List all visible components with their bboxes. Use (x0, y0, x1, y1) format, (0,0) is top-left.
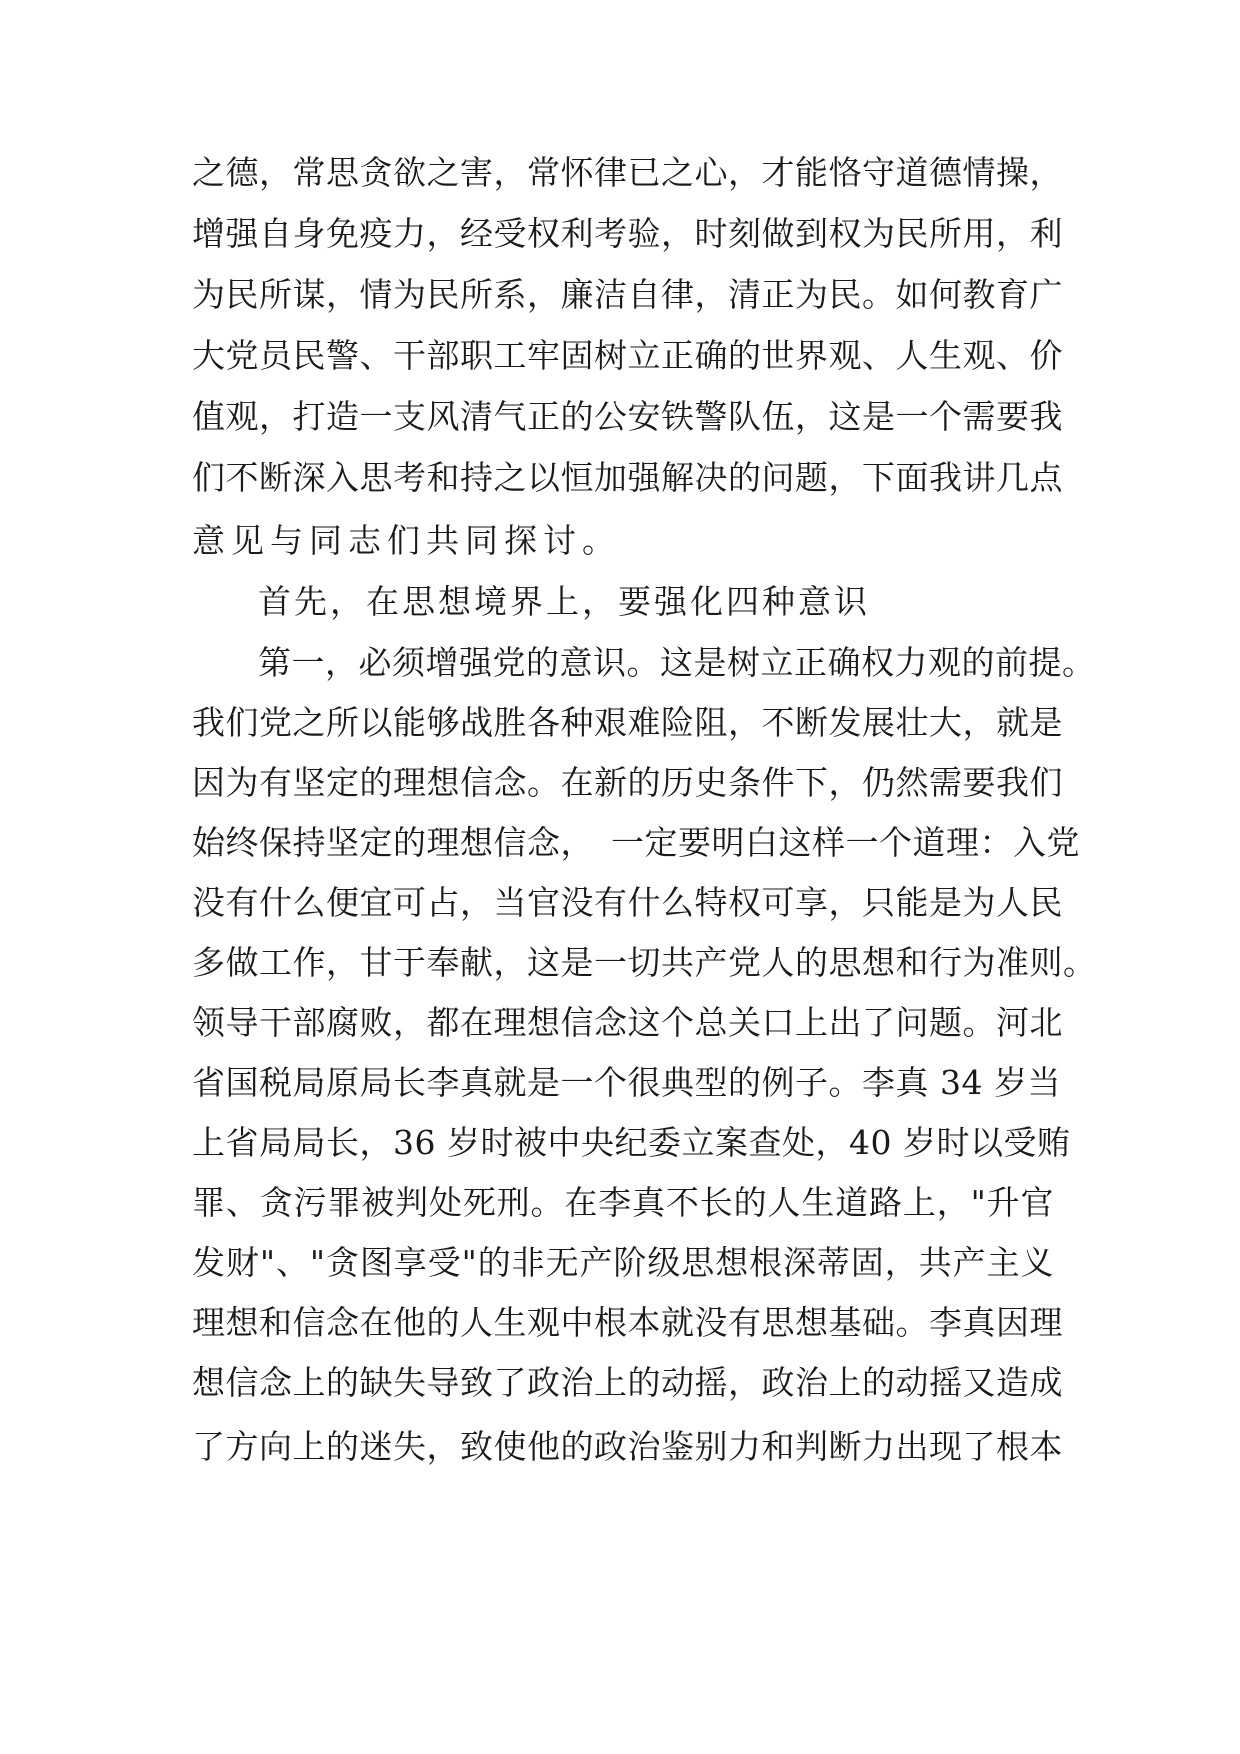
text-line: 意见与同志们共同探讨。 (192, 521, 621, 560)
text-line: 大党员民警、干部职工牢固树立正确的世界观、人生观、价 (192, 336, 1063, 375)
text-line: 为民所谋，情为民所系，廉洁自律，清正为民。如何教育广 (192, 275, 1063, 314)
section-heading: 首先，在思想境界上，要强化四种意识 (258, 582, 870, 621)
text-line: 没有什么便宜可占，当官没有什么特权可享，只能是为人民 (192, 883, 1063, 922)
text-line: 因为有坚定的理想信念。在新的历史条件下，仍然需要我们 (192, 763, 1063, 802)
text-line: 上省局局长，36 岁时被中央纪委立案查处，40 岁时以受贿 (192, 1123, 1071, 1162)
text-line: 们不断深入思考和持之以恒加强解决的问题，下面我讲几点 (192, 458, 1063, 497)
text-line: 罪、贪污罪被判处死刑。在李真不长的人生道路上，"升官 (192, 1183, 1054, 1222)
text-line: 发财"、"贪图享受"的非无产阶级思想根深蒂固，共产主义 (192, 1243, 1054, 1282)
text-line: 增强自身免疫力，经受权利考验，时刻做到权为民所用，利 (192, 214, 1063, 253)
text-line: 多做工作，甘于奉献，这是一切共产党人的思想和行为准则。 (192, 943, 1097, 982)
text-line: 理想和信念在他的人生观中根本就没有思想基础。李真因理 (192, 1303, 1063, 1342)
text-line: 始终保持坚定的理想信念， 一定要明白这样一个道理：入党 (192, 823, 1080, 862)
paragraph-first-line: 第一，必须增强党的意识。这是树立正确权力观的前提。 (258, 643, 1096, 682)
text-line: 想信念上的缺失导致了政治上的动摇，政治上的动摇又造成 (192, 1363, 1063, 1402)
text-line: 了方向上的迷失，致使他的政治鉴别力和判断力出现了根本 (192, 1427, 1063, 1466)
text-line: 我们党之所以能够战胜各种艰难险阻，不断发展壮大，就是 (192, 703, 1063, 742)
text-line: 领导干部腐败，都在理想信念这个总关口上出了问题。河北 (192, 1003, 1063, 1042)
text-line: 之德，常思贪欲之害，常怀律已之心，才能恪守道德情操， (192, 153, 1063, 192)
text-line: 值观，打造一支风清气正的公安铁警队伍，这是一个需要我 (192, 397, 1063, 436)
text-line: 省国税局原局长李真就是一个很典型的例子。李真 34 岁当 (192, 1063, 1061, 1102)
